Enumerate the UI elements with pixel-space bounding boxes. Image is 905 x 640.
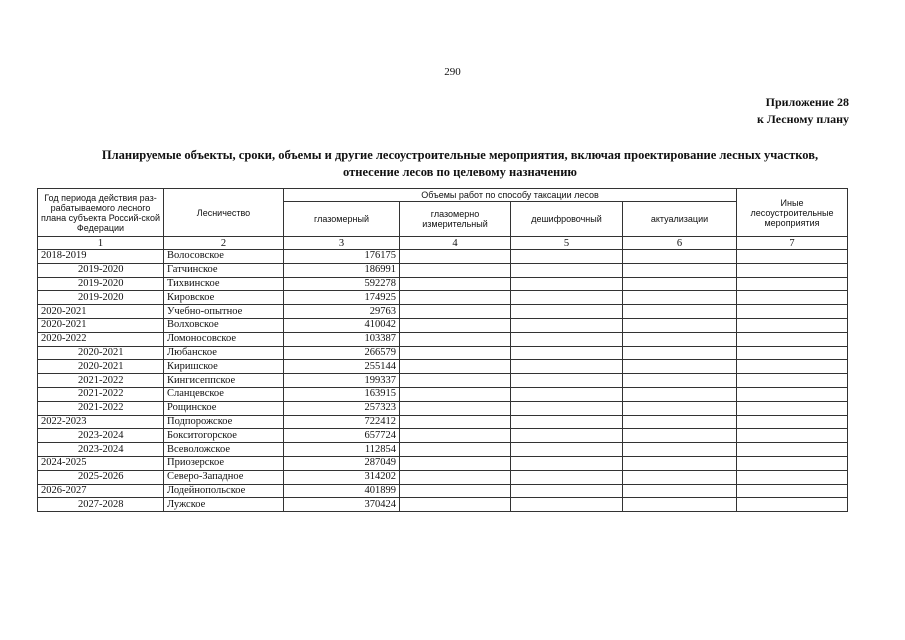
cell-period: 2021-2022 [38, 401, 164, 415]
cell-other-activities [737, 250, 848, 264]
cell-visual-volume: 592278 [284, 277, 400, 291]
cell-other-activities [737, 429, 848, 443]
cell-deciphering-volume [511, 346, 623, 360]
cell-visual-measure-volume [400, 470, 511, 484]
cell-period: 2020-2021 [38, 360, 164, 374]
column-number: 2 [164, 237, 284, 250]
cell-deciphering-volume [511, 429, 623, 443]
cell-visual-measure-volume [400, 291, 511, 305]
cell-forestry: Приозерское [164, 456, 284, 470]
column-number: 4 [400, 237, 511, 250]
cell-visual-measure-volume [400, 277, 511, 291]
column-number: 3 [284, 237, 400, 250]
page-number: 290 [444, 66, 461, 78]
cell-actualization-volume [623, 332, 737, 346]
cell-visual-measure-volume [400, 387, 511, 401]
title-line-1: Планируемые объекты, сроки, объемы и другие лесоустроительные мероприятия, включая проектирование лесных участков, [101, 148, 819, 162]
cell-actualization-volume [623, 443, 737, 457]
appendix-line-2: к Лесному плану [757, 112, 849, 126]
cell-other-activities [737, 470, 848, 484]
cell-other-activities [737, 277, 848, 291]
cell-actualization-volume [623, 484, 737, 498]
appendix-caption [757, 94, 849, 128]
cell-deciphering-volume [511, 305, 623, 319]
cell-visual-measure-volume [400, 401, 511, 415]
table-row [38, 263, 848, 277]
cell-period: 2019-2020 [38, 291, 164, 305]
cell-visual-volume: 163915 [284, 387, 400, 401]
cell-other-activities [737, 401, 848, 415]
cell-visual-measure-volume [400, 250, 511, 264]
cell-deciphering-volume [511, 332, 623, 346]
cell-forestry: Лодейнопольское [164, 484, 284, 498]
table-row [38, 498, 848, 512]
cell-visual-volume: 176175 [284, 250, 400, 264]
cell-visual-measure-volume [400, 429, 511, 443]
cell-deciphering-volume [511, 484, 623, 498]
header-deciphering: дешифровочный [511, 202, 623, 237]
cell-other-activities [737, 443, 848, 457]
cell-visual-volume: 186991 [284, 263, 400, 277]
column-number: 6 [623, 237, 737, 250]
table-row [38, 374, 848, 388]
cell-other-activities [737, 456, 848, 470]
table-row [38, 277, 848, 291]
cell-visual-measure-volume [400, 374, 511, 388]
cell-visual-volume: 657724 [284, 429, 400, 443]
cell-actualization-volume [623, 470, 737, 484]
cell-deciphering-volume [511, 374, 623, 388]
cell-deciphering-volume [511, 360, 623, 374]
table-row [38, 305, 848, 319]
cell-period: 2024-2025 [38, 456, 164, 470]
cell-actualization-volume [623, 456, 737, 470]
cell-period: 2020-2021 [38, 318, 164, 332]
table-row [38, 346, 848, 360]
cell-period: 2020-2022 [38, 332, 164, 346]
cell-visual-measure-volume [400, 332, 511, 346]
cell-visual-measure-volume [400, 346, 511, 360]
cell-period: 2020-2021 [38, 305, 164, 319]
table-row [38, 291, 848, 305]
cell-visual-volume: 257323 [284, 401, 400, 415]
cell-actualization-volume [623, 305, 737, 319]
table-row [38, 401, 848, 415]
cell-forestry: Бокситогорское [164, 429, 284, 443]
cell-period: 2022-2023 [38, 415, 164, 429]
cell-other-activities [737, 291, 848, 305]
appendix-line-1: Приложение 28 [765, 95, 849, 109]
header-visual-measure: глазомерно измерительный [400, 202, 511, 237]
cell-period: 2023-2024 [38, 443, 164, 457]
cell-forestry: Киришское [164, 360, 284, 374]
cell-actualization-volume [623, 498, 737, 512]
cell-period: 2019-2020 [38, 277, 164, 291]
cell-other-activities [737, 387, 848, 401]
column-number: 7 [737, 237, 848, 250]
cell-actualization-volume [623, 250, 737, 264]
table-row [38, 484, 848, 498]
cell-actualization-volume [623, 401, 737, 415]
cell-deciphering-volume [511, 277, 623, 291]
cell-forestry: Тихвинское [164, 277, 284, 291]
cell-forestry: Лужское [164, 498, 284, 512]
title-line-2: отнесение лесов по целевому назначению [343, 165, 577, 179]
cell-other-activities [737, 318, 848, 332]
cell-visual-volume: 370424 [284, 498, 400, 512]
cell-period: 2020-2021 [38, 346, 164, 360]
cell-visual-volume: 112854 [284, 443, 400, 457]
cell-period: 2019-2020 [38, 263, 164, 277]
table-row [38, 443, 848, 457]
cell-forestry: Кировское [164, 291, 284, 305]
cell-deciphering-volume [511, 443, 623, 457]
cell-period: 2023-2024 [38, 429, 164, 443]
cell-other-activities [737, 263, 848, 277]
table-row [38, 429, 848, 443]
cell-actualization-volume [623, 346, 737, 360]
cell-period: 2027-2028 [38, 498, 164, 512]
cell-period: 2026-2027 [38, 484, 164, 498]
table-row [38, 456, 848, 470]
cell-visual-measure-volume [400, 318, 511, 332]
cell-visual-volume: 255144 [284, 360, 400, 374]
cell-deciphering-volume [511, 318, 623, 332]
header-visual: глазомерный [284, 202, 400, 237]
table-row [38, 415, 848, 429]
cell-actualization-volume [623, 360, 737, 374]
cell-period: 2021-2022 [38, 387, 164, 401]
header-forestry: Лесничество [164, 189, 284, 237]
cell-visual-measure-volume [400, 305, 511, 319]
cell-visual-measure-volume [400, 498, 511, 512]
cell-deciphering-volume [511, 470, 623, 484]
forest-management-table [37, 188, 848, 512]
cell-actualization-volume [623, 277, 737, 291]
table-body [38, 250, 848, 512]
cell-visual-measure-volume [400, 484, 511, 498]
cell-visual-measure-volume [400, 415, 511, 429]
cell-deciphering-volume [511, 456, 623, 470]
header-actualization: актуализации [623, 202, 737, 237]
column-number: 1 [38, 237, 164, 250]
table-row [38, 332, 848, 346]
table-row [38, 250, 848, 264]
cell-actualization-volume [623, 387, 737, 401]
cell-deciphering-volume [511, 415, 623, 429]
cell-deciphering-volume [511, 401, 623, 415]
cell-visual-measure-volume [400, 360, 511, 374]
column-number: 5 [511, 237, 623, 250]
cell-visual-volume: 722412 [284, 415, 400, 429]
cell-other-activities [737, 346, 848, 360]
cell-other-activities [737, 484, 848, 498]
cell-forestry: Учебно-опытное [164, 305, 284, 319]
document-title [60, 147, 860, 181]
cell-deciphering-volume [511, 498, 623, 512]
cell-forestry: Рощинское [164, 401, 284, 415]
cell-forestry: Гатчинское [164, 263, 284, 277]
table-row [38, 387, 848, 401]
cell-actualization-volume [623, 415, 737, 429]
cell-visual-volume: 29763 [284, 305, 400, 319]
cell-forestry: Северо-Западное [164, 470, 284, 484]
cell-visual-volume: 314202 [284, 470, 400, 484]
cell-period: 2025-2026 [38, 470, 164, 484]
cell-visual-volume: 199337 [284, 374, 400, 388]
table-row [38, 318, 848, 332]
cell-visual-volume: 174925 [284, 291, 400, 305]
cell-forestry: Волховское [164, 318, 284, 332]
cell-actualization-volume [623, 318, 737, 332]
cell-forestry: Сланцевское [164, 387, 284, 401]
cell-deciphering-volume [511, 291, 623, 305]
cell-actualization-volume [623, 374, 737, 388]
cell-visual-volume: 401899 [284, 484, 400, 498]
table-row [38, 470, 848, 484]
cell-other-activities [737, 498, 848, 512]
cell-visual-volume: 103387 [284, 332, 400, 346]
header-period: Год периода действия раз-рабатываемого лесного плана субъекта Россий-ской Федерации [38, 189, 164, 237]
cell-deciphering-volume [511, 263, 623, 277]
cell-visual-volume: 266579 [284, 346, 400, 360]
cell-other-activities [737, 332, 848, 346]
cell-visual-volume: 287049 [284, 456, 400, 470]
cell-period: 2021-2022 [38, 374, 164, 388]
cell-other-activities [737, 374, 848, 388]
cell-forestry: Любанское [164, 346, 284, 360]
table-row [38, 360, 848, 374]
cell-deciphering-volume [511, 250, 623, 264]
cell-actualization-volume [623, 263, 737, 277]
cell-forestry: Подпорожское [164, 415, 284, 429]
header-volumes-group: Объемы работ по способу таксации лесов [284, 189, 737, 202]
cell-visual-volume: 410042 [284, 318, 400, 332]
cell-other-activities [737, 415, 848, 429]
cell-forestry: Ломоносовское [164, 332, 284, 346]
cell-forestry: Волосовское [164, 250, 284, 264]
cell-actualization-volume [623, 291, 737, 305]
cell-actualization-volume [623, 429, 737, 443]
cell-visual-measure-volume [400, 263, 511, 277]
cell-visual-measure-volume [400, 456, 511, 470]
cell-visual-measure-volume [400, 443, 511, 457]
cell-other-activities [737, 305, 848, 319]
cell-forestry: Кингисеппское [164, 374, 284, 388]
cell-forestry: Всеволожское [164, 443, 284, 457]
cell-period: 2018-2019 [38, 250, 164, 264]
header-other-activities: Иные лесоустроительные мероприятия [737, 189, 848, 237]
cell-deciphering-volume [511, 387, 623, 401]
cell-other-activities [737, 360, 848, 374]
